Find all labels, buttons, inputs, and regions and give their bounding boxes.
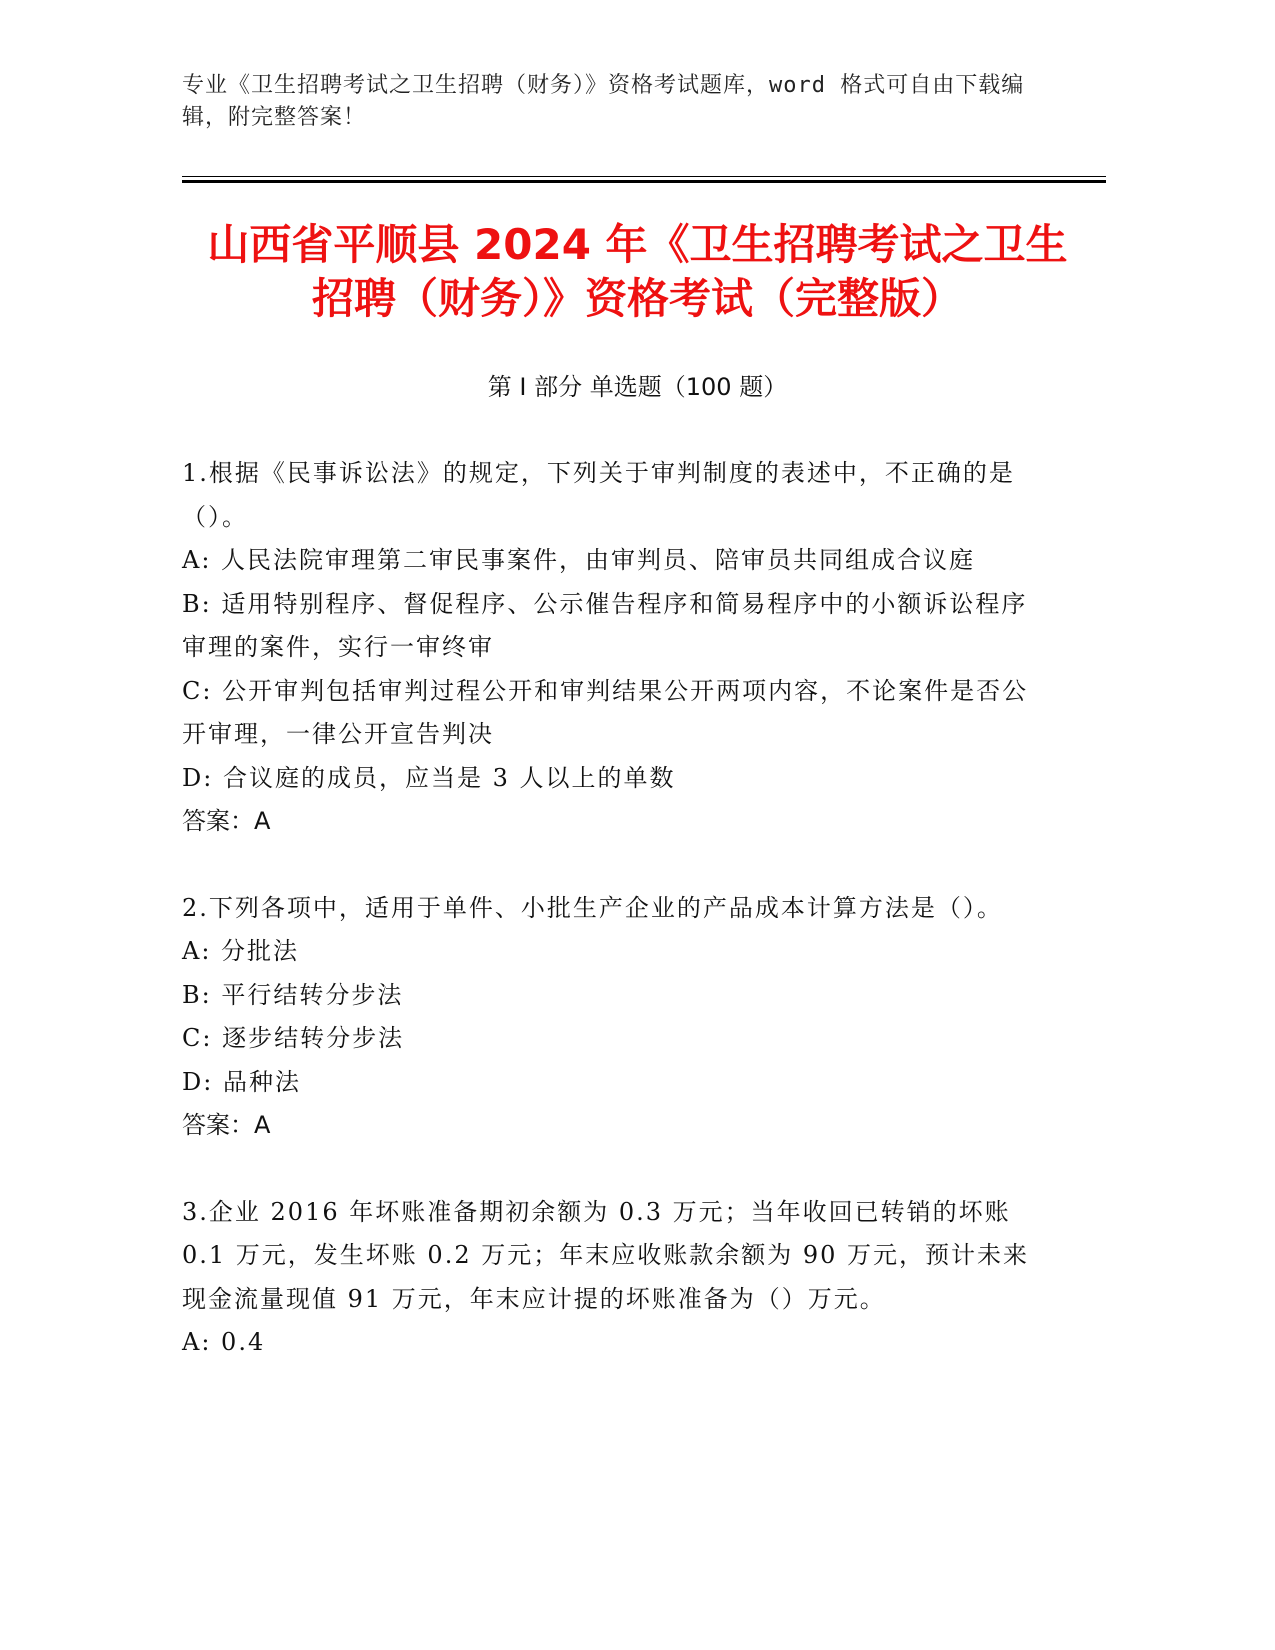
header-divider-thin [182,176,1106,177]
option-c: C: 公开审判包括审判过程公开和审判结果公开两项内容，不论案件是否公开审理，一律公开宣告判决 [182,676,1029,748]
document-title-line-1: 山西省平顺县 2024 年《卫生招聘考试之卫生 [207,220,1068,269]
option-d: D: 品种法 [182,1067,301,1096]
option-b: B: 适用特别程序、督促程序、公示催告程序和简易程序中的小额诉讼程序审理的案件，实行一审终审 [182,589,1028,661]
section-title: 第 I 部分 单选题（100 题） [487,373,788,401]
document-title-line-2: 招聘（财务）》资格考试（完整版） [311,274,963,323]
option-a: A: 0.4 [182,1328,266,1356]
question-3 [182,1191,1042,1365]
option-b: B: 平行结转分步法 [182,980,404,1009]
question-stem: 2.下列各项中，适用于单件、小批生产企业的产品成本计算方法是（）。 [182,893,1003,922]
header-note: 专业《卫生招聘考试之卫生招聘（财务）》资格考试题库，word 格式可自由下载编辑，附完整答案！ [182,73,1025,130]
option-a: A: 人民法院审理第二审民事案件，由审判员、陪审员共同组成合议庭 [182,546,976,574]
document-title [150,218,1125,326]
option-a: A: 分批法 [182,937,300,965]
question-stem: 3.企业 2016 年坏账准备期初余额为 0.3 万元；当年收回已转销的坏账 0.1 万元，发生坏账 0.2 万元；年末应收账款余额为 90 万元，预计未来现金流量现值 91 万元，年末应计提的坏账准备为（）万元。 [182,1197,1030,1313]
option-c: C: 逐步结转分步法 [182,1024,405,1052]
question-2 [182,887,1042,1148]
question-1 [182,452,1042,844]
question-stem: 1.根据《民事诉讼法》的规定，下列关于审判制度的表述中，不正确的是（）。 [182,459,1015,531]
question-list [182,452,1042,1408]
answer-label: 答案：A [182,1111,271,1139]
answer-label: 答案：A [182,807,271,835]
header-divider-thick [182,180,1106,183]
option-d: D: 合议庭的成员，应当是 3 人以上的单数 [182,763,676,792]
